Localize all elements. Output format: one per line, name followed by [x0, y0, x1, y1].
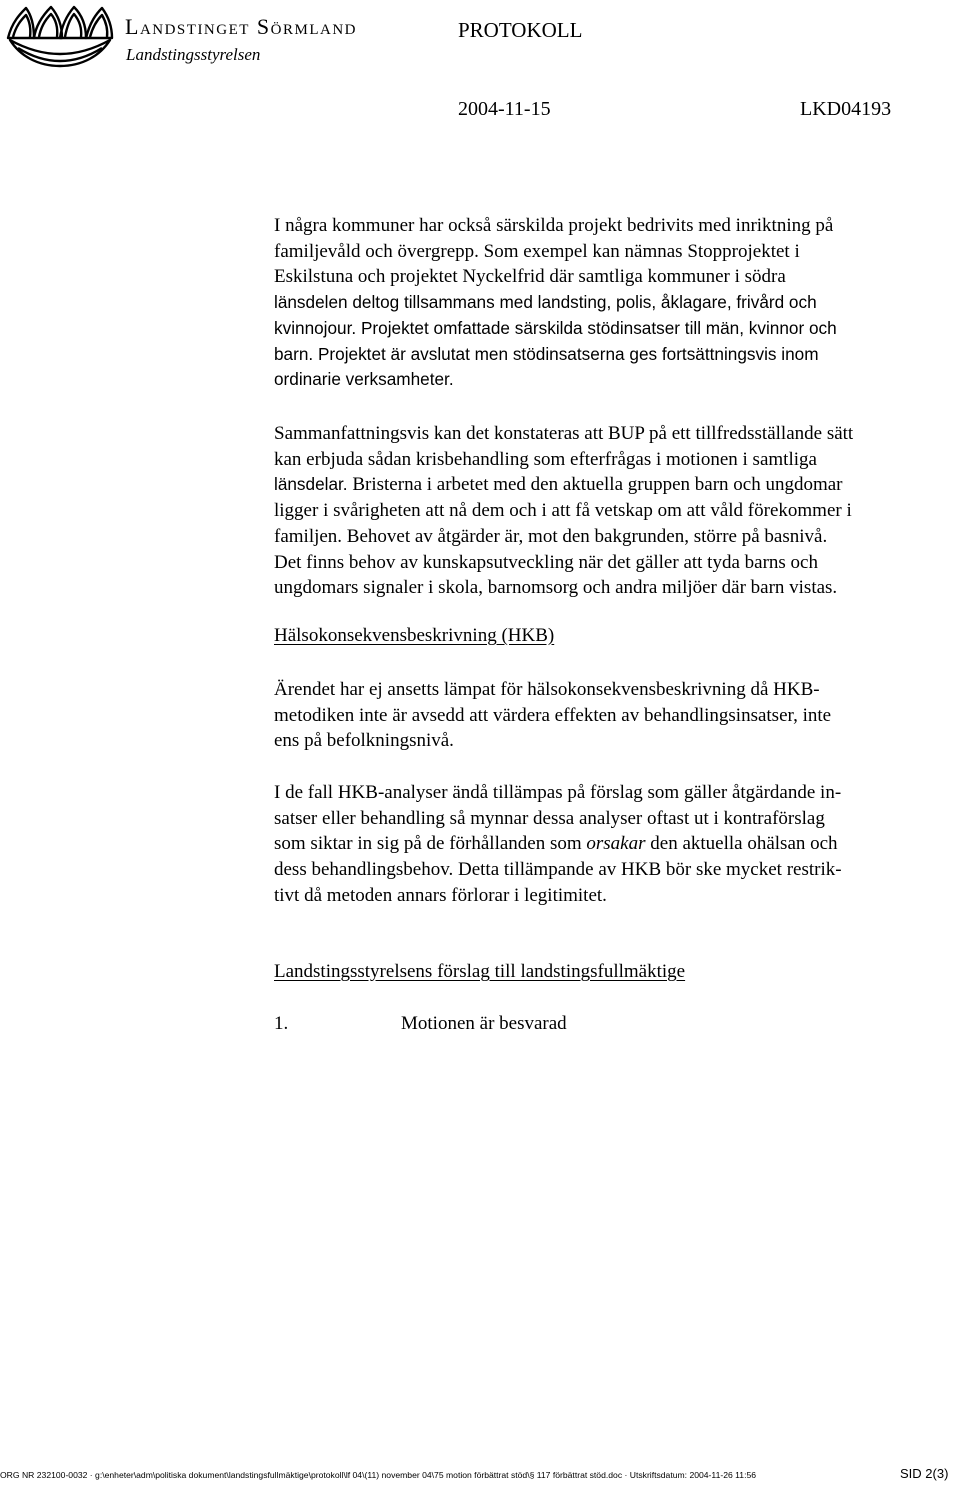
text-line: kvinnojour. Projektet omfattade särskilda stödinsatser till män, kvinnor och — [274, 317, 837, 338]
text-line: som siktar in sig på de förhållanden som orsakar den aktuella ohälsan och — [274, 833, 838, 855]
document-type: PROTOKOLL — [458, 18, 583, 42]
text-line: länsdelen deltog tillsammans med landsting, polis, åklagare, frivård och — [274, 292, 817, 313]
paragraph-summary — [274, 421, 960, 601]
text-line: ordinarie verksamheter. — [274, 369, 454, 390]
lotus-logo-icon — [4, 4, 116, 70]
text-line: familjen. Behovet av åtgärder är, mot den bakgrunden, större på basnivå. — [274, 525, 828, 547]
text-line: metodiken inte är avsedd att värdera effekten av behandlingsinsatser, inte — [274, 704, 832, 726]
text-line: tivt då metoden annars förlorar i legitimitet. — [274, 884, 607, 906]
text-line: barn. Projektet är avslutat men stödinsatserna ges fortsättningsvis inom — [274, 343, 819, 364]
page-number: SID 2(3) — [900, 1466, 949, 1481]
proposal-item-number: 1. — [274, 1013, 289, 1034]
section-heading-hkb: Hälsokonsekvensbeskrivning (HKB) — [274, 625, 555, 646]
paragraph-hkb-analysis — [274, 780, 960, 909]
text-line: kan erbjuda sådan krisbehandling som efterfrågas i motionen i samtliga — [274, 448, 817, 470]
text-line: I de fall HKB-analyser ändå tillämpas på förslag som gäller åtgärdande in- — [274, 782, 842, 803]
text-line: ungdomars signaler i skola, barnomsorg och andra miljöer där barn vistas. — [274, 577, 838, 599]
text-line: Sammanfattningsvis kan det konstateras att BUP på ett tillfredsställande sätt — [274, 423, 854, 444]
text-line: Det finns behov av kunskapsutveckling när det gäller att tyda barns och — [274, 551, 818, 573]
text-line: satser eller behandling så mynnar dessa analyser oftast ut i kontraförslag — [274, 807, 825, 829]
proposal-item-text: Motionen är besvarad — [401, 1013, 567, 1034]
section-heading-proposal: Landstingsstyrelsens förslag till landstingsfullmäktige — [274, 961, 686, 982]
document-reference: LKD04193 — [800, 98, 892, 120]
text-line: ligger i svårigheten att nå dem och i att få vetskap om att våld förekommer i — [274, 500, 852, 522]
paragraph-projects — [274, 213, 960, 393]
text-line: Eskilstuna och projektet Nyckelfrid där samtliga kommuner i södra — [274, 266, 786, 288]
paragraph-hkb-assessment — [274, 677, 960, 754]
organization-subtitle: Landstingsstyrelsen — [126, 45, 261, 64]
document-date: 2004-11-15 — [458, 98, 551, 120]
text-line: familjevåld och övergrepp. Som exempel kan nämnas Stopprojektet i — [274, 240, 800, 262]
footer-file-info: ORG NR 232100-0032 · g:\enheter\adm\politiska dokument\landstingsfullmäktige\protokoll\lf 04\(11) november 04\75 motion förbättrat stöd\§ 117 förbättrat stöd.doc · Utskriftsdatum: 2004-11-26 11:56 — [0, 1470, 757, 1480]
text-line: dess behandlingsbehov. Detta tillämpande av HKB bör ske mycket restrik- — [274, 859, 842, 881]
organization-name: Landstinget Sörmland — [125, 14, 357, 39]
text-line: ens på befolkningsnivå. — [274, 730, 454, 752]
text-line: länsdelar. Bristerna i arbetet med den aktuella gruppen barn och ungdomar — [274, 474, 843, 496]
text-line: I några kommuner har också särskilda projekt bedrivits med inriktning på — [274, 215, 834, 236]
text-line: Ärendet har ej ansetts lämpat för hälsokonsekvensbeskrivning då HKB- — [274, 679, 820, 700]
